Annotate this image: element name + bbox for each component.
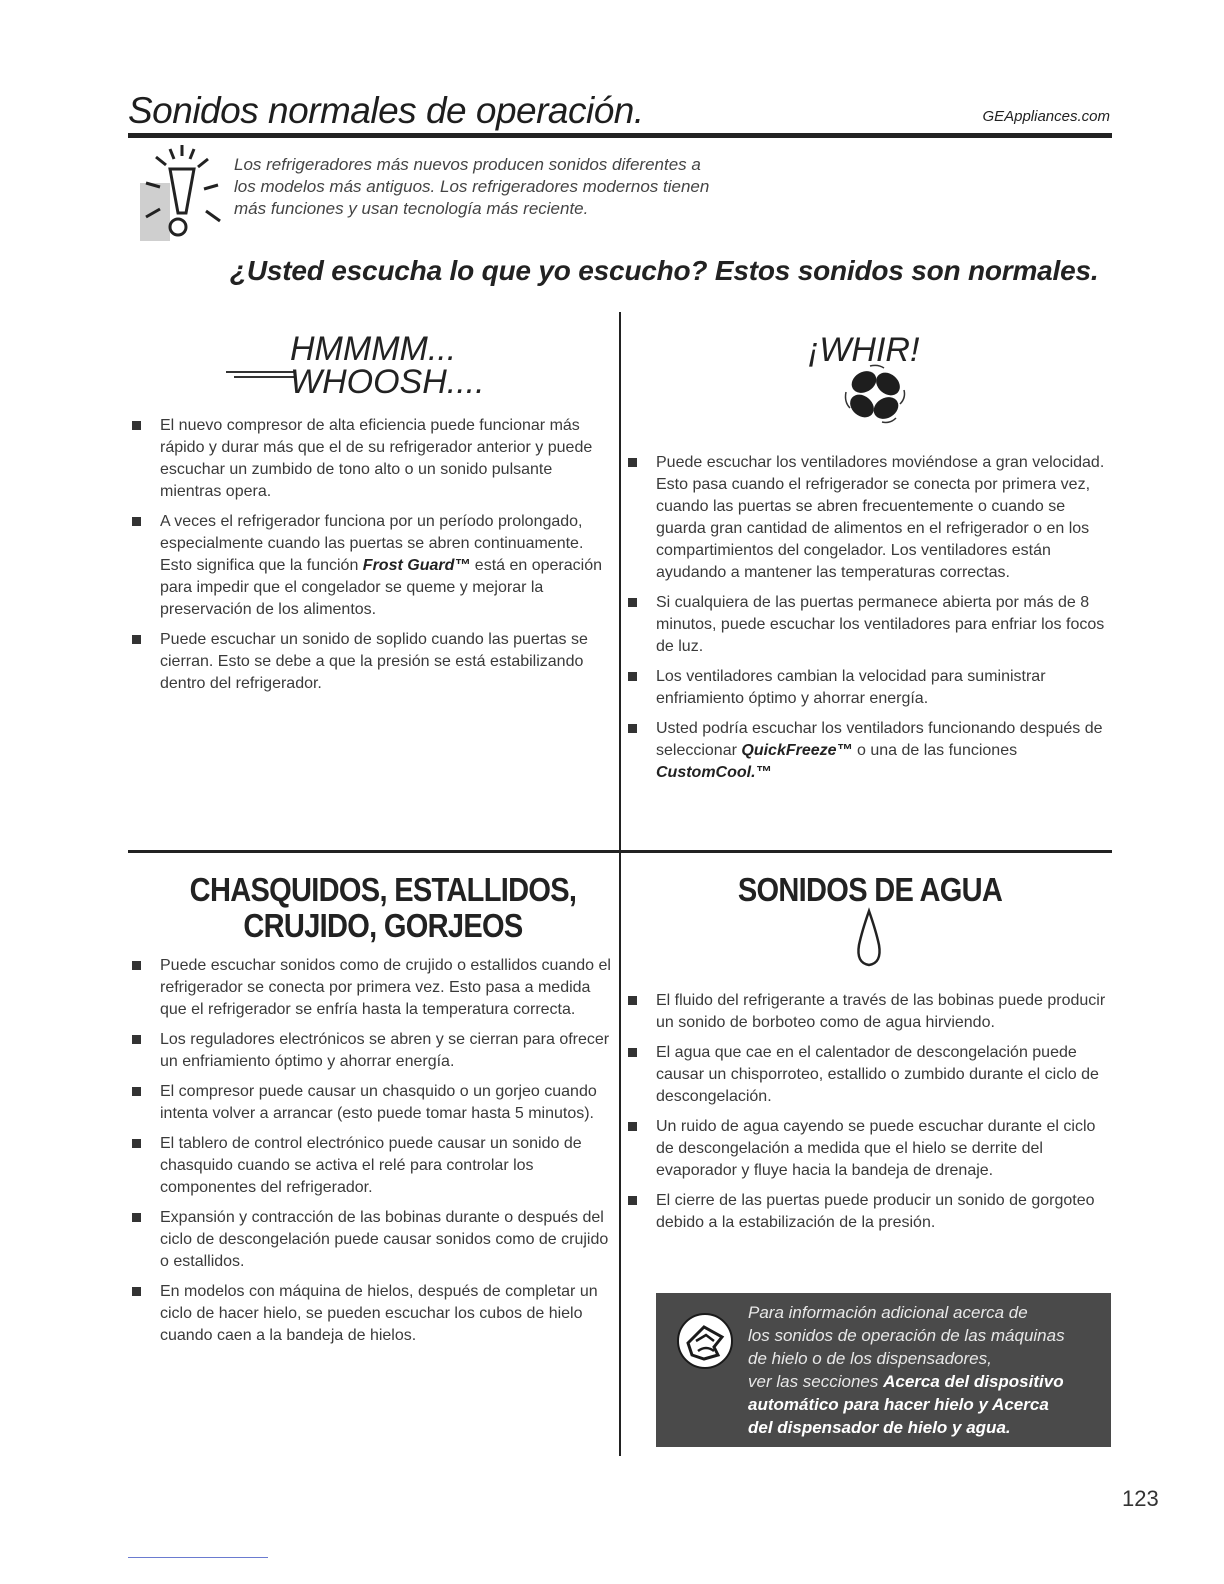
bullet — [628, 996, 637, 1005]
list-item — [626, 592, 1112, 658]
list-item — [130, 1081, 616, 1125]
website-label: GEAppliances.com — [982, 108, 1110, 125]
ice-dispenser-icon — [674, 1311, 736, 1371]
item-text: El compresor puede causar un chasquido o un gorjeo cuando intenta volver a arrancar (esto puede tomar hasta 5 minutos). — [160, 1083, 597, 1122]
frost-guard-name: Frost Guard™ — [362, 557, 471, 574]
column-divider — [619, 312, 621, 1456]
info-box — [656, 1293, 1111, 1447]
list-item — [626, 1042, 1112, 1108]
whoosh-lines-icon — [226, 369, 294, 379]
bullet — [628, 458, 637, 467]
intro-text — [234, 154, 794, 220]
list-item — [626, 666, 1112, 710]
bullet — [628, 1196, 637, 1205]
chasquidos-list — [130, 955, 616, 1355]
quickfreeze-name: QuickFreeze™ — [741, 742, 853, 759]
info-text — [748, 1301, 1104, 1439]
chasquidos-title — [176, 872, 590, 944]
item-text: Puede escuchar sonidos como de crujido o estallidos cuando el refrigerador se conecta por primera vez. Esto pasa a medida que el refrigerador se enfría hasta la temperatura correcta. — [160, 957, 611, 1018]
list-item — [130, 955, 616, 1021]
info-line: los sonidos de operación de las máquinas — [748, 1326, 1065, 1345]
bullet — [132, 1087, 141, 1096]
list-item — [130, 1207, 616, 1273]
footer-rule — [128, 1557, 268, 1558]
hmm-title: HMMMM... — [290, 330, 457, 368]
bullet — [132, 1213, 141, 1222]
info-line: de hielo o de los dispensadores, — [748, 1349, 992, 1368]
info-section-ref: automático para hacer hielo y Acerca — [748, 1395, 1049, 1414]
bullet — [132, 421, 141, 430]
customcool-name: CustomCool.™ — [656, 764, 772, 781]
bullet — [628, 598, 637, 607]
bullet — [132, 1287, 141, 1296]
item-text: o una de las funciones — [852, 742, 1018, 759]
headline: ¿Usted escucha lo que yo escucho? Estos sonidos son normales. — [230, 255, 1099, 286]
item-text: El cierre de las puertas puede producir un sonido de gorgoteo debido a la estabilización de la presión. — [656, 1192, 1095, 1231]
item-text: Los reguladores electrónicos se abren y se cierran para ofrecer un enfriamiento óptimo y ahorrar energía. — [160, 1031, 610, 1070]
water-drop-icon — [852, 907, 886, 969]
row-divider — [128, 850, 1112, 853]
item-text: Los ventiladores cambian la velocidad para suministrar enfriamiento óptimo y ahorrar energía. — [656, 668, 1046, 707]
list-item — [626, 452, 1112, 584]
list-item — [130, 1281, 616, 1347]
list-item — [130, 511, 610, 621]
list-item — [130, 1029, 616, 1073]
fan-icon — [842, 364, 908, 426]
bullet — [628, 724, 637, 733]
info-section-ref: del dispensador de hielo y agua. — [748, 1418, 1011, 1437]
item-text: está en operación para impedir que el congelador se queme y mejorar la preservación de los alimentos. — [160, 557, 603, 618]
bullet — [132, 961, 141, 970]
list-item — [626, 1190, 1112, 1234]
bullet — [132, 1139, 141, 1148]
item-text: Usted podría escuchar los ventiladors funcionando después de seleccionar — [656, 720, 1103, 759]
bullet — [132, 1035, 141, 1044]
header-rule — [128, 133, 1112, 138]
list-item — [626, 1116, 1112, 1182]
list-item — [626, 718, 1112, 784]
list-item — [626, 990, 1112, 1034]
bullet — [628, 1122, 637, 1131]
agua-title: SONIDOS DE AGUA — [737, 871, 1003, 908]
chasquidos-title-line: CHASQUIDOS, ESTALLIDOS, — [189, 871, 577, 908]
agua-list — [626, 990, 1112, 1242]
list-item — [130, 629, 610, 695]
item-text: Puede escuchar un sonido de soplido cuando las puertas se cierran. Esto se debe a que la presión se está estabilizando dentro del refrigerador. — [160, 631, 588, 692]
bullet — [132, 635, 141, 644]
info-section-ref: Acerca del dispositivo — [883, 1372, 1064, 1391]
item-text: Un ruido de agua cayendo se puede escuchar durante el ciclo de descongelación a medida que el hielo se derrite del evaporador y fluye hacia la bandeja de drenaje. — [656, 1118, 1096, 1179]
item-text: El agua que cae en el calentador de descongelación puede causar un chisporroteo, estallido o zumbido durante el ciclo de descongelación. — [656, 1044, 1099, 1105]
info-text-plain: ver las secciones — [748, 1372, 884, 1391]
whoosh-title: WHOOSH.... — [290, 363, 485, 401]
bullet — [628, 1048, 637, 1057]
chasquidos-title-line: CRUJIDO, GORJEOS — [243, 907, 523, 944]
item-text: En modelos con máquina de hielos, después de completar un ciclo de hacer hielo, se pueden escuchar los cubos de hielo cuando caen a la bandeja de hielos. — [160, 1283, 598, 1344]
intro-line: Los refrigeradores más nuevos producen sonidos diferentes a — [234, 155, 701, 174]
page-title: Sonidos normales de operación. — [128, 90, 644, 131]
whir-list — [626, 452, 1112, 792]
bullet — [628, 672, 637, 681]
item-text: El nuevo compresor de alta eficiencia puede funcionar más rápido y durar más que el de su refrigerador anterior y puede escuchar un zumbido de tono alto o un sonido pulsante mientras opera. — [160, 417, 593, 500]
item-text: Expansión y contracción de las bobinas durante o después del ciclo de descongelación puede causar sonidos como de crujido o estallidos. — [160, 1209, 609, 1270]
info-line: Para información adicional acerca de — [748, 1303, 1028, 1322]
list-item — [130, 1133, 616, 1199]
whir-title: ¡WHIR! — [808, 331, 920, 369]
page-number: 123 — [1122, 1486, 1159, 1511]
info-line — [748, 1370, 1104, 1393]
item-text: Puede escuchar los ventiladores moviéndose a gran velocidad. Esto pasa cuando el refrigerador se conecta por primera vez, cuando las puertas se abren frecuentemente o cuando se guarda gran cantidad de alimentos en el refrigerador o en los compartimientos del congelador. Los ventiladores están ayudando a mantener las temperaturas correctas. — [656, 454, 1105, 581]
bullet — [132, 517, 141, 526]
list-item — [130, 415, 610, 503]
exclamation-ear-icon — [136, 143, 228, 243]
intro-line: más funciones y usan tecnología más reciente. — [234, 199, 589, 218]
item-text: El fluido del refrigerante a través de las bobinas puede producir un sonido de borboteo como de agua hirviendo. — [656, 992, 1106, 1031]
item-text: El tablero de control electrónico puede causar un sonido de chasquido cuando se activa el relé para controlar los componentes del refrigerador. — [160, 1135, 582, 1196]
item-text: A veces el refrigerador funciona por un período prolongado, especialmente cuando las puertas se abren continuamente. Esto significa que la función — [160, 513, 584, 574]
hmm-list — [130, 415, 610, 703]
item-text: Si cualquiera de las puertas permanece abierta por más de 8 minutos, puede escuchar los ventiladores para enfriar los focos de luz. — [656, 594, 1105, 655]
intro-line: los modelos más antiguos. Los refrigeradores modernos tienen — [234, 177, 710, 196]
